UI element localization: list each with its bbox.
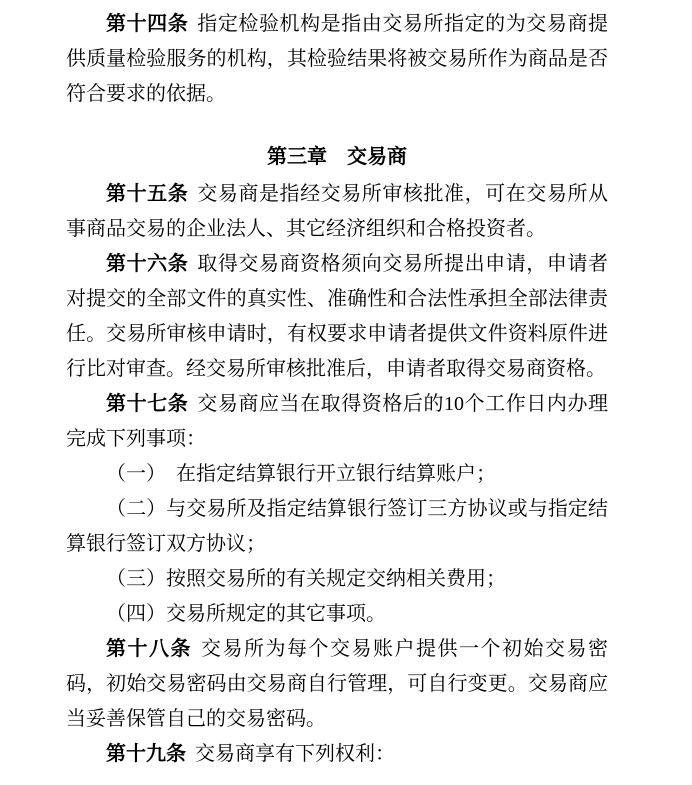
article-text: 取得交易商资格须向交易所提出申请，申请者对提交的全部文件的真实性、准确性和合法性承担全部法律责任。交易所审核申请时，有权要求申请者提供文件资料原件进行比对审查。经交易所审核批准后，申请者取得交易商资格。: [66, 253, 609, 380]
article-paragraph: [66, 247, 608, 387]
list-item-paragraph: （一） 在指定结算银行开立银行结算账户；: [106, 463, 496, 485]
article-paragraph: [66, 737, 608, 772]
article-text: 指定检验机构是指由交易所指定的为交易商提供质量检验服务的机构，其检验结果将被交易所作为商品是否符合要求的依据。: [66, 13, 609, 105]
list-item-paragraph: （三）按照交易所的有关规定交纳相关费用；: [106, 568, 506, 590]
article-number: 第十四条: [106, 13, 189, 35]
article-text: 交易商享有下列权利：: [195, 743, 395, 765]
article-paragraph: [66, 632, 608, 737]
article-number: 第十九条: [106, 743, 186, 765]
article-text: 交易商是指经交易所审核批准，可在交易所从事商品交易的企业法人、其它经济组织和合格投资者。: [66, 183, 609, 240]
article-number: 第十八条: [106, 638, 192, 660]
article-number: 第十六条: [106, 253, 189, 275]
chapter-heading: 第三章 交易商: [267, 146, 407, 168]
article-text: 交易商应当在取得资格后的10个工作日内办理完成下列事项：: [66, 393, 609, 450]
article-number: 第十七条: [106, 393, 189, 415]
list-item-paragraph: （四）交易所规定的其它事项。: [106, 603, 386, 625]
article-text: 交易所为每个交易账户提供一个初始交易密码，初始交易密码由交易商自行管理，可自行变更。交易商应当妥善保管自己的交易密码。: [66, 638, 608, 730]
article-paragraph: [66, 177, 608, 247]
article-paragraph: [66, 7, 608, 112]
list-item-paragraph: （二）与交易所及指定结算银行签订三方协议或与指定结算银行签订双方协议；: [66, 498, 608, 555]
document-content: [66, 7, 608, 772]
article-paragraph: [66, 387, 608, 457]
article-number: 第十五条: [106, 183, 189, 205]
